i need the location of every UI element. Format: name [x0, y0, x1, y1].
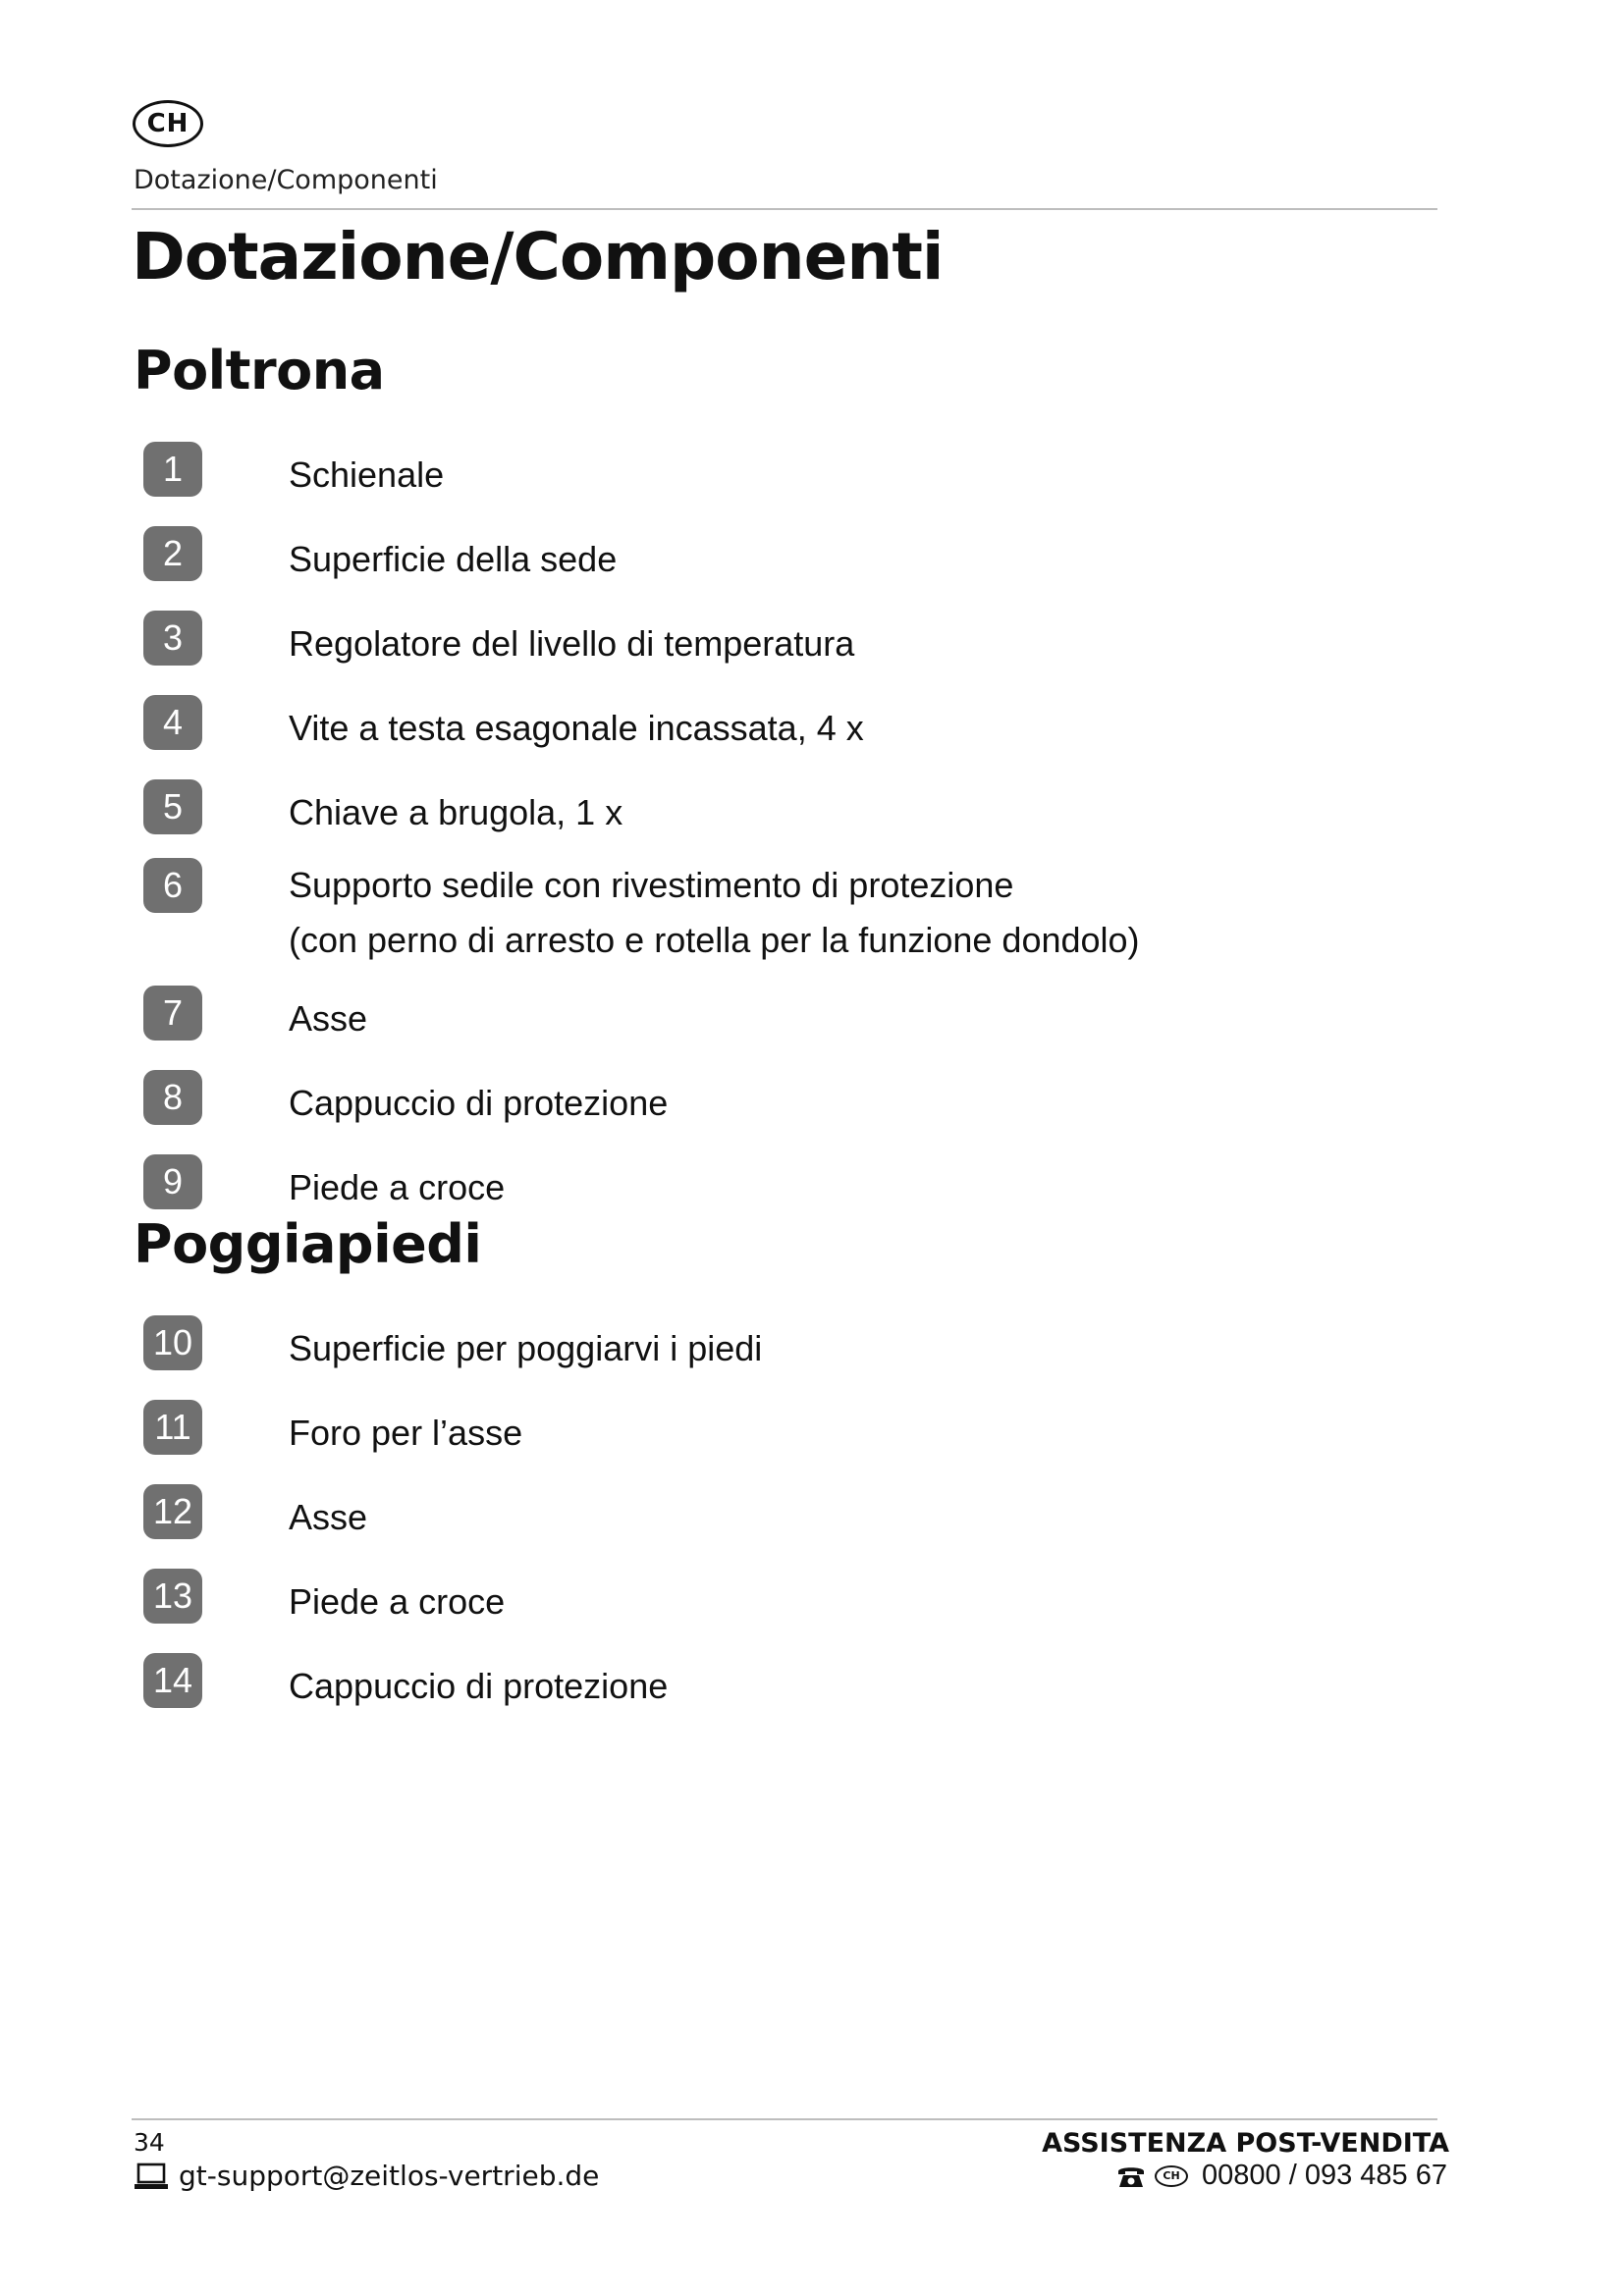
item-number-badge: 2: [143, 526, 202, 581]
item-number-badge: 12: [143, 1484, 202, 1539]
header-divider: [132, 208, 1437, 210]
item-label: Piede a croce: [289, 1167, 506, 1207]
item-number-badge: 3: [143, 611, 202, 666]
item-number-badge: 11: [143, 1400, 202, 1455]
item-label: Asse: [289, 998, 368, 1039]
page-title: Dotazione/Componenti: [132, 219, 944, 294]
list-item: [143, 1569, 762, 1629]
list-item: [143, 1484, 762, 1545]
country-code: CH: [146, 109, 189, 138]
support-phone-row: [1115, 2160, 1447, 2192]
list-item: [143, 695, 1140, 756]
support-email[interactable]: gt-support@zeitlos-vertrieb.de: [179, 2160, 600, 2192]
item-label: Supporto sedile con rivestimento di protezione (con perno di arresto e rotella per la funzione dondolo): [289, 865, 1140, 960]
list-item: [143, 442, 1140, 503]
list-item: [143, 1070, 1140, 1131]
item-number-badge: 8: [143, 1070, 202, 1125]
item-number-badge: 10: [143, 1315, 202, 1370]
section-title-poggiapiedi: Poggiapiedi: [134, 1213, 482, 1275]
section-title-poltrona: Poltrona: [134, 340, 385, 401]
list-item: [143, 986, 1140, 1046]
list-item: [143, 1400, 762, 1461]
item-label: Cappuccio di protezione: [289, 1083, 669, 1123]
country-mini-badge: CH: [1155, 2165, 1188, 2187]
support-phone[interactable]: 00800 / 093 485 67: [1202, 2160, 1447, 2191]
item-label: Superficie per poggiarvi i piedi: [289, 1328, 763, 1368]
support-title: ASSISTENZA POST-VENDITA: [1042, 2128, 1449, 2159]
item-label: Foro per l’asse: [289, 1413, 523, 1453]
telephone-icon: [1115, 2163, 1147, 2190]
item-number-badge: 1: [143, 442, 202, 497]
item-number-badge: 7: [143, 986, 202, 1041]
running-header: Dotazione/Componenti: [134, 165, 438, 195]
list-item: [143, 1315, 762, 1376]
parts-list-poggiapiedi: [143, 1315, 762, 1714]
item-label: Superficie della sede: [289, 539, 618, 579]
parts-list-poltrona: [143, 442, 1140, 1215]
item-number-badge: 14: [143, 1653, 202, 1708]
item-label: Chiave a brugola, 1 x: [289, 792, 623, 832]
item-label: Schienale: [289, 454, 445, 495]
list-item: [143, 858, 1140, 968]
laptop-icon: [134, 2162, 169, 2191]
list-item: [143, 611, 1140, 671]
item-number-badge: 4: [143, 695, 202, 750]
item-label: Regolatore del livello di temperatura: [289, 623, 855, 664]
item-label: Cappuccio di protezione: [289, 1666, 669, 1706]
support-email-row: [134, 2160, 599, 2192]
page-number: 34: [134, 2128, 165, 2157]
list-item: [143, 1653, 762, 1714]
item-label: Asse: [289, 1497, 368, 1537]
item-label: Piede a croce: [289, 1581, 506, 1622]
item-number-badge: 13: [143, 1569, 202, 1624]
country-badge: [133, 100, 203, 147]
item-number-badge: 5: [143, 779, 202, 834]
list-item: [143, 779, 1140, 840]
item-label: Vite a testa esagonale incassata, 4 x: [289, 708, 864, 748]
list-item: [143, 526, 1140, 587]
item-number-badge: 6: [143, 858, 202, 913]
list-item: [143, 1154, 1140, 1215]
item-number-badge: 9: [143, 1154, 202, 1209]
footer-divider: [132, 2118, 1437, 2120]
